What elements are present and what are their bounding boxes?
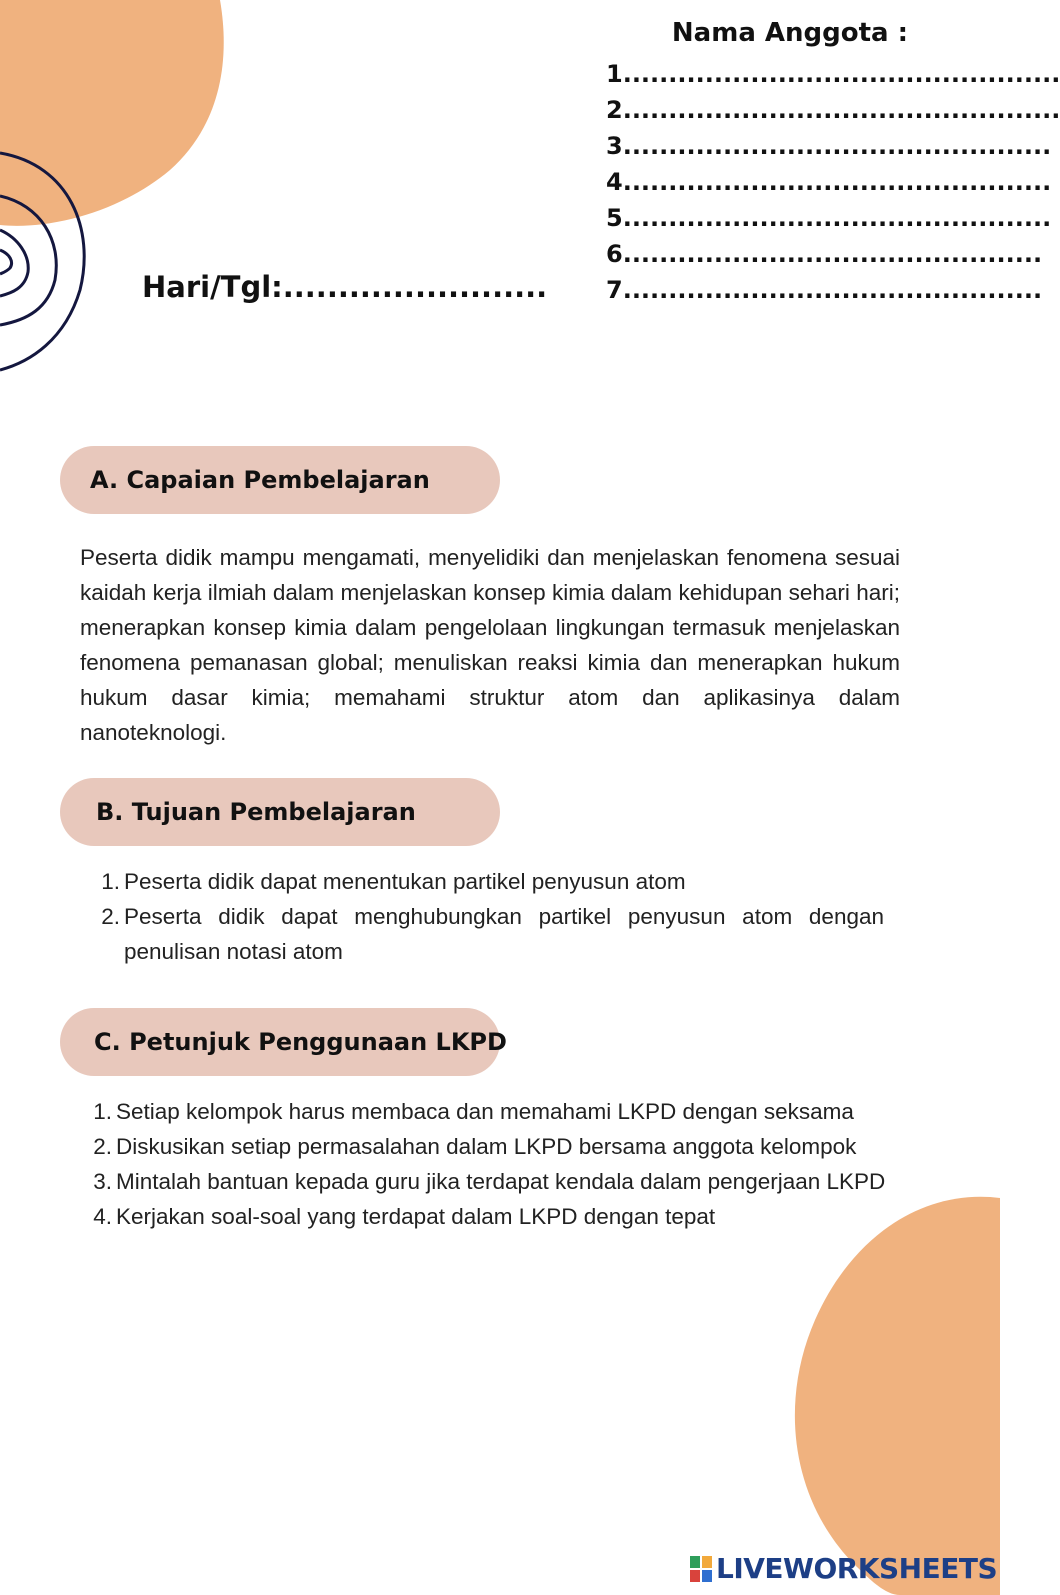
bottom-right-blob: [795, 1197, 1000, 1595]
list-item-number: 1.: [93, 1099, 112, 1124]
brand-text: LIVEWORKSHEETS: [716, 1552, 998, 1585]
list-item: [80, 1094, 912, 1129]
section-a-heading: A. Capaian Pembelajaran: [60, 446, 500, 514]
liveworksheets-icon: [690, 1556, 712, 1582]
list-item-text: Peserta didik dapat menghubungkan partikel penyusun atom dengan penulisan notasi atom: [124, 904, 884, 964]
list-item-number: 4.: [93, 1204, 112, 1229]
list-item: [80, 1129, 912, 1164]
list-item-number: 1.: [101, 869, 120, 894]
member-line-3: 3...............................................: [606, 132, 1052, 160]
list-item-text: Diskusikan setiap permasalahan dalam LKPD bersama anggota kelompok: [116, 1134, 857, 1159]
member-line-7: 7..............................................: [606, 276, 1043, 304]
member-line-5: 5...............................................: [606, 204, 1052, 232]
top-left-blob: [0, 0, 224, 226]
member-line-4: 4...............................................: [606, 168, 1052, 196]
list-item-text: Peserta didik dapat menentukan partikel penyusun atom: [124, 869, 686, 894]
list-item: [88, 899, 884, 969]
list-item-text: Mintalah bantuan kepada guru jika terdapat kendala dalam pengerjaan LKPD: [116, 1169, 886, 1194]
members-title: Nama Anggota :: [671, 18, 909, 48]
section-c-heading: C. Petunjuk Penggunaan LKPD: [60, 1008, 500, 1076]
liveworksheets-logo[interactable]: [690, 1552, 997, 1585]
section-b-list: [88, 864, 884, 969]
section-c-list: [80, 1094, 912, 1234]
list-item-text: Kerjakan soal-soal yang terdapat dalam LKPD dengan tepat: [116, 1204, 716, 1229]
list-item-number: 2.: [101, 904, 120, 929]
members-list: [606, 56, 1060, 308]
member-line-6: 6..............................................: [606, 240, 1043, 268]
section-a-paragraph: Peserta didik mampu mengamati, menyelidiki dan menjelaskan fenomena sesuai kaidah kerja ilmiah dalam menjelaskan konsep kimia dalam kehidupan sehari hari; menerapkan konsep kimia dalam pengelolaan lingkungan termasuk menjelaskan fenomena pemanasan global; menuliskan reaksi kimia dan menerapkan hukum hukum dasar kimia; memahami struktur atom dan aplikasinya dalam nanoteknologi.: [80, 545, 900, 745]
section-b-heading: B. Tujuan Pembelajaran: [60, 778, 500, 846]
list-item-number: 3.: [93, 1169, 112, 1194]
list-item-text: Setiap kelompok harus membaca dan memahami LKPD dengan seksama: [116, 1099, 854, 1124]
member-line-2: 2................................................: [606, 96, 1060, 124]
date-label: Hari/Tgl:........................: [142, 270, 548, 304]
list-item: [80, 1199, 912, 1234]
list-item: [88, 864, 884, 899]
list-item-number: 2.: [93, 1134, 112, 1159]
list-item: [80, 1164, 912, 1199]
member-line-1: 1................................................: [606, 60, 1060, 88]
